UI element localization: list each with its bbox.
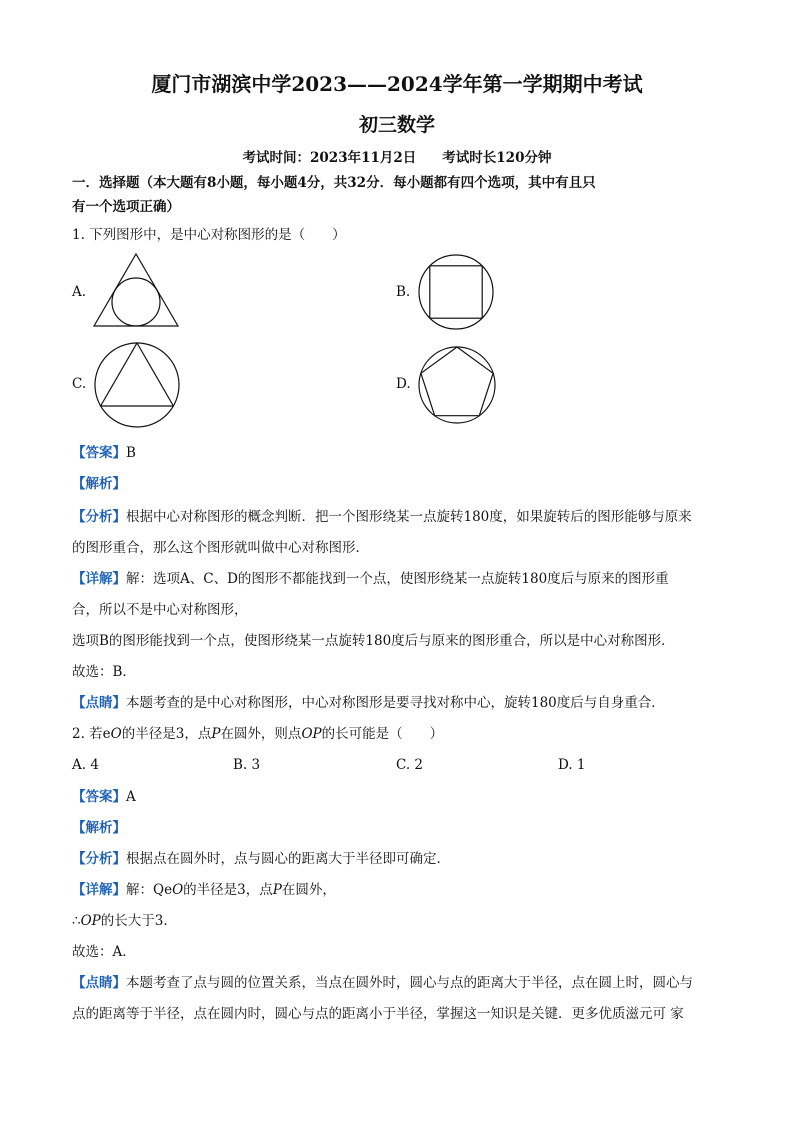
dianjing-tag: 【点睛】 [72,695,126,711]
q2-option-d: D. 1 [558,757,586,773]
answer-tag: 【答案】 [72,445,126,461]
q1-option-c-label: C. [72,376,87,392]
therefore-symbol: ∴ [72,913,81,929]
q1-dianjing-line1 [72,694,665,712]
q2-answer [72,788,136,806]
dianjing-tag: 【点睛】 [72,975,126,991]
q2-fenxi-text1: 根据点在圆外时，点与圆心的距离大于半径即可确定． [126,851,450,867]
var-op: OP [301,726,322,742]
q1-option-d-figure [416,344,498,426]
q1-dianjing-text1: 本题考查的是中心对称图形，中心对称图形是要寻找对称中心，旋转180度后与自身重合． [126,695,665,711]
q2-xiangjie-line2 [72,912,177,930]
analysis-tag: 【解析】 [72,476,126,492]
circle-symbol: e [164,882,173,898]
fenxi-tag: 【分析】 [72,509,126,525]
q2-dianjing-text1: 本题考查了点与圆的位置关系，当点在圆外时，圆心与点的距离大于半径，点在圆上时，圆心与 [126,975,693,991]
q2-dianjing-line1 [72,974,693,992]
q1-fenxi-line2: 的图形重合，那么这个图形就叫做中心对称图形． [72,540,369,556]
q1-option-a-label: A. [72,284,87,300]
q2-answer-value: A [126,789,136,805]
q2-stem-mid: 的半径是3，点 [121,726,212,742]
q1-option-b-label: B. [396,284,411,300]
q1-xiangjie-line2: 合，所以不是中心对称图形， [72,602,248,618]
q1-xiangjie-text1: 解：选项A、C、D的图形不都能找到一个点，使图形绕某一点旋转180度后与原来的图形重 [126,571,669,587]
var-p: P [272,882,282,898]
q2-analysis-heading [72,819,126,837]
page-subtitle: 初三数学 [358,114,435,136]
q2-stem-suffix: 的长可能是（ ） [321,726,444,742]
q1-option-d-label: D. [396,376,411,392]
answer-tag: 【答案】 [72,789,126,805]
xiangjie-tag: 【详解】 [72,571,126,587]
q2-xiangjie-line1 [72,881,336,899]
q1-option-b-figure [416,252,496,332]
section-heading-line1: 一．选择题（本大题有8小题，每小题4分，共32分．每小题都有四个选项，其中有且只 [72,175,596,191]
q2-dianjing-line2: 点的距离等于半径，点在圆内时，圆心与点的距离小于半径，掌握这一知识是关键．更多优质滋元可 家 [72,1006,684,1022]
var-p: P [211,726,221,742]
q2-xj-mid: 的半径是3，点 [183,882,273,898]
exam-info [0,146,794,166]
q1-xiangjie-line3: 选项B的图形能找到一个点，使图形绕某一点旋转180度后与原来的图形重合，所以是中心对称图形． [72,633,675,649]
q1-stem: 1. 下列图形中，是中心对称图形的是（ ） [72,227,346,243]
section-heading-line2: 有一个选项正确） [72,199,180,215]
q1-xiangjie-line1 [72,570,669,588]
var-o: O [110,726,122,742]
q1-fenxi-text1: 根据中心对称图形的概念判断．把一个图形绕某一点旋转180度，如果旋转后的图形能够与原来 [126,509,692,525]
analysis-tag: 【解析】 [72,820,126,836]
circle-symbol: e [102,726,111,742]
q2-xiangjie-line3: 故选：A． [72,944,136,960]
q2-stem [72,725,443,743]
q1-analysis-heading [72,475,126,493]
q2-fenxi-line1 [72,850,450,868]
q1-answer-value: B [126,445,136,461]
fenxi-tag: 【分析】 [72,851,126,867]
var-op: OP [80,913,101,929]
q1-xiangjie-line4: 故选：B． [72,664,136,680]
exam-time: 考试时间：2023年11月2日 [242,150,417,166]
q1-fenxi-line1 [72,508,692,526]
page-title: 厦门市湖滨中学2023——2024学年第一学期期中考试 [151,72,643,96]
q2-xj-suffix: 在圆外， [281,882,336,898]
q2-option-c: C. 2 [396,757,424,773]
q2-option-b: B. 3 [233,757,261,773]
q1-option-a-figure [92,252,180,328]
exam-duration: 考试时长120分钟 [442,150,552,166]
xiangjie-tag: 【详解】 [72,882,126,898]
q1-option-c-figure [92,340,182,430]
q2-stem-mid2: 在圆外，则点 [220,726,302,742]
q2-stem-prefix: 2. 若 [72,726,103,742]
var-o: O [172,882,184,898]
q2-option-a: A. 4 [72,757,99,773]
q1-answer [72,444,136,462]
q2-xj2-suffix: 的长大于3． [100,913,177,929]
q2-xj-prefix: 解：Q [126,882,165,898]
